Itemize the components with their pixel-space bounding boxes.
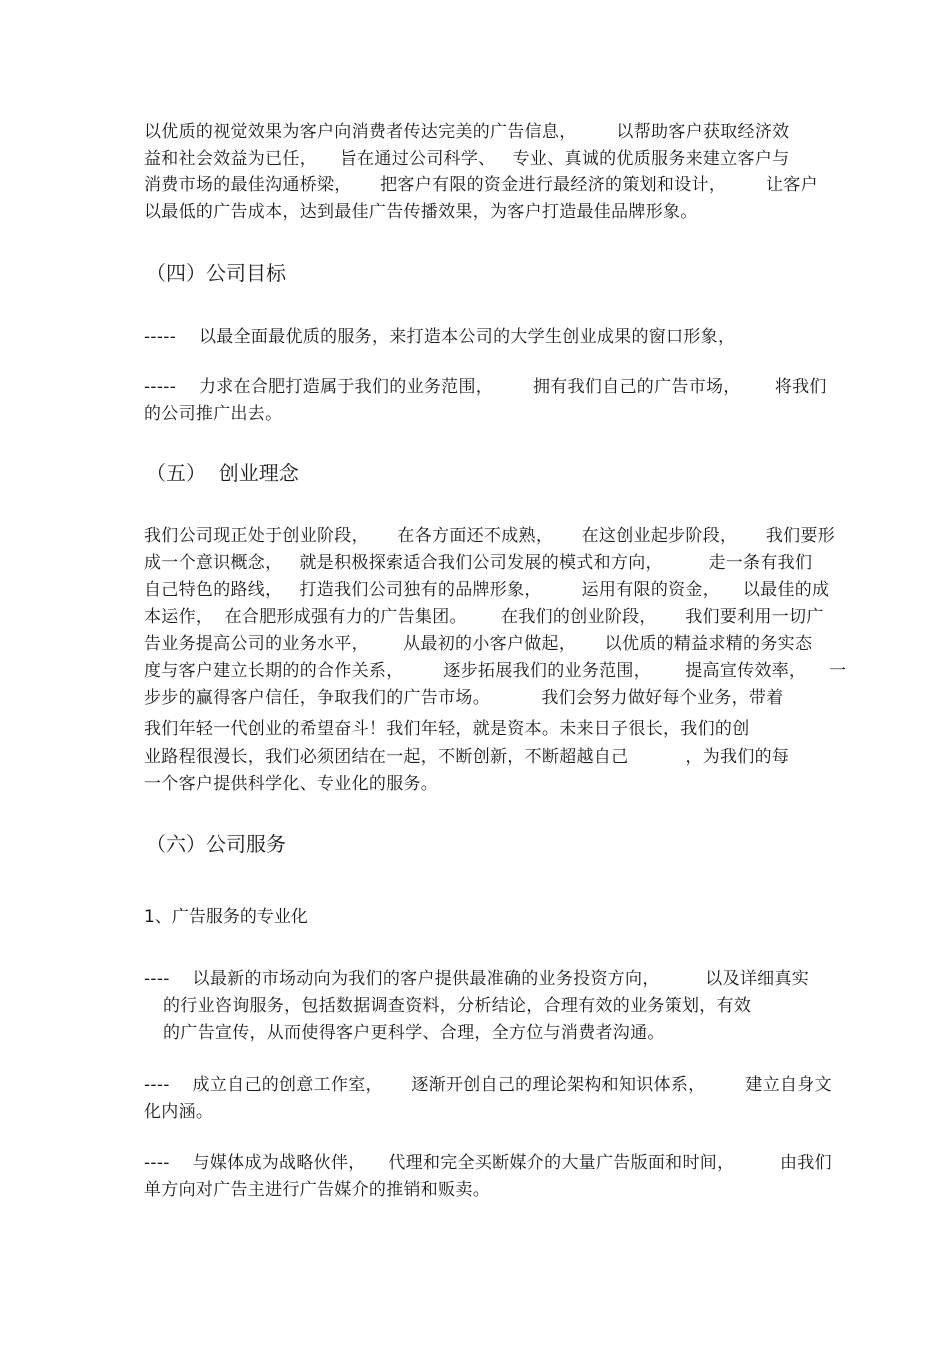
paragraph-line: 的公司推广出去。 [144,404,283,424]
paragraph-line: 益和社会效益为已任， 旨在通过公司科学、 专业、真诚的优质服务来建立客户与 [144,149,790,169]
paragraph-line: 一个客户提供科学化、专业化的服务。 [144,774,439,794]
paragraph-line: 以优质的视觉效果为客户向消费者传达完美的广告信息， 以帮助客户获取经济效 [144,122,790,142]
paragraph-line: 我们公司现正处于创业阶段， 在各方面还不成熟， 在这创业起步阶段， 我们要形 [144,526,836,546]
section-heading-business-philosophy: （五） 创业理念 [146,461,299,485]
paragraph-line: 消费市场的最佳沟通桥梁， 把客户有限的资金进行最经济的策划和设计， 让客户 [144,175,818,195]
paragraph-line: 告业务提高公司的业务水平， 从最初的小客户做起， 以优质的精益求精的务实态 [144,634,813,654]
paragraph-line: 步步的赢得客户信任，争取我们的广告市场。 我们会努力做好每个业务，带着 [144,688,784,708]
paragraph-line: 自己特色的路线， 打造我们公司独有的品牌形象， 运用有限的资金， 以最佳的成 [144,580,830,600]
paragraph-line: 的广告宣传，从而使得客户更科学、合理，全方位与消费者沟通。 [163,1023,665,1043]
paragraph-line: ----- 力求在合肥打造属于我们的业务范围， 拥有我们自己的广告市场， 将我们 [144,377,827,397]
paragraph-line: 以最低的广告成本，达到最佳广告传播效果，为客户打造最佳品牌形象。 [144,202,698,222]
paragraph-line: 成一个意识概念， 就是积极探索适合我们公司发展的模式和方向， 走一条有我们 [144,553,813,573]
section-heading-company-services: （六）公司服务 [146,832,286,856]
paragraph-line: ---- 以最新的市场动向为我们的客户提供最准确的业务投资方向， 以及详细真实 [144,969,810,989]
paragraph-line: ---- 成立自己的创意工作室， 逐渐开创自己的理论架构和知识体系， 建立自身文 [144,1075,832,1095]
paragraph-line: 的行业咨询服务，包括数据调查资料，分析结论，合理有效的业务策划，有效 [163,996,752,1016]
paragraph-line: 化内涵。 [144,1102,214,1122]
paragraph-line: 业路程很漫长，我们必须团结在一起，不断创新，不断超越自己 ，为我们的每 [144,747,790,767]
paragraph-line: ---- 与媒体成为战略伙伴， 代理和完全买断媒介的大量广告版面和时间， 由我们 [144,1153,832,1173]
paragraph-line: 我们年轻一代创业的希望奋斗！我们年轻，就是资本。未来日子很长，我们的创 [144,719,750,739]
subheading-ad-professionalization: 1、广告服务的专业化 [144,907,308,927]
paragraph-line: 单方向对广告主进行广告媒介的推销和贩卖。 [144,1180,490,1200]
paragraph-line: ----- 以最全面最优质的服务，来打造本公司的大学生创业成果的窗口形象， [144,327,736,347]
section-heading-company-goals: （四）公司目标 [146,261,286,285]
paragraph-line: 本运作， 在合肥形成强有力的广告集团。 在我们的创业阶段， 我们要利用一切广 [144,607,824,627]
paragraph-line: 度与客户建立长期的的合作关系， 逐步拓展我们的业务范围， 提高宣传效率， 一 [144,661,847,681]
